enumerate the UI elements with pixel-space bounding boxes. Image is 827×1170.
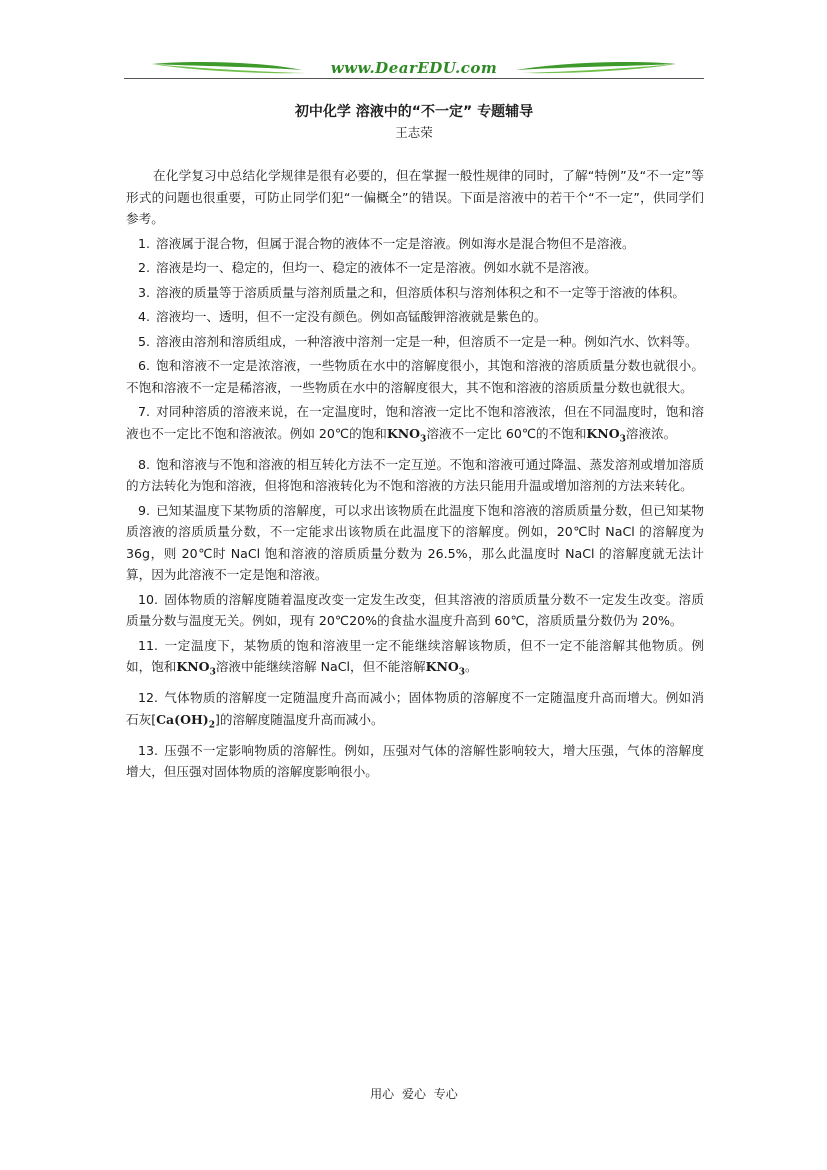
formula-main: Ca(OH) <box>156 711 209 727</box>
item-number: 1. <box>138 235 151 251</box>
item-number: 10. <box>138 591 159 607</box>
formula-subscript: 2 <box>208 720 215 730</box>
item-number: 5. <box>138 333 151 349</box>
header-divider <box>124 78 704 79</box>
list-item <box>126 500 704 586</box>
list-item <box>126 687 704 737</box>
item-number: 8. <box>138 456 151 472</box>
list-item <box>126 740 704 783</box>
item-number: 2. <box>138 260 151 275</box>
formula-kno3 <box>586 425 626 444</box>
item-text: 。 <box>465 659 478 674</box>
item-text: 已知某温度下某物质的溶解度，可以求出该物质在此温度下饱和溶液的溶质质量分数，但已知某物质溶液的溶质质量分数，不一定能求出该物质在此温度下的溶解度。例如，20℃时 NaCl 的溶解度为 36g，则 20℃时 NaCl 饱和溶液的溶质质量分数为 26.5%，那么此温度时 NaCl 的溶解度就无法计算，因为此溶液不一定是饱和溶液。 <box>126 502 704 582</box>
item-number: 9. <box>138 502 151 518</box>
item-text: 溶液中能继续溶解 NaCl，但不能溶解 <box>215 659 426 674</box>
item-text: 溶液均一、透明，但不一定没有颜色。例如高锰酸钾溶液就是紫色的。 <box>156 309 547 324</box>
list-item <box>126 401 704 451</box>
intro-paragraph: 在化学复习中总结化学规律是很有必要的，但在掌握一般性规律的同时，了解“特例”及“不一定”等形式的问题也很重要，可防止同学们犯“一偏概全”的错误。下面是溶液中的若干个“不一定”，供同学们参考。 <box>126 168 704 226</box>
formula-subscript: 3 <box>209 667 216 678</box>
formula-main: KNO <box>176 659 210 674</box>
list-item <box>126 257 704 279</box>
item-text: 饱和溶液与不饱和溶液的相互转化方法不一定互逆。不饱和溶液可通过降温、蒸发溶剂或增加溶质的方法转化为饱和溶液，但将饱和溶液转化为不饱和溶液的方法只能用升温或增加溶剂的方法来转化。 <box>126 456 704 493</box>
item-text: 溶液不一定比 60℃的不饱和 <box>426 425 587 441</box>
item-number: 12. <box>138 690 159 705</box>
item-number: 3. <box>138 284 151 300</box>
item-text: 固体物质的溶解度随着温度改变一定发生改变，但其溶液的溶质质量分数不一定发生改变。溶质质量分数与温度无关。例如，现有 20℃20%的食盐水温度升高到 60℃，溶质质量分数仍为 20%。 <box>126 591 704 628</box>
formula-main: KNO <box>386 425 421 441</box>
page-title: 初中化学 溶液中的“不一定” 专题辅导 <box>294 104 534 120</box>
item-text: 溶液由溶剂和溶质组成，一种溶液中溶剂一定是一种，但溶质不一定是一种。例如汽水、饮料等。 <box>156 333 698 349</box>
item-text: 溶液浓。 <box>625 425 677 441</box>
page-footer: 用心 爱心 专心 <box>370 1087 458 1101</box>
formula-kno3 <box>176 659 216 678</box>
item-text: 一定温度下，某物质的饱和溶液里一定不能继续溶解该物质，但不一定不能溶解其他物质。例如，饱和 <box>126 637 704 674</box>
item-text: ]的溶解度随温度升高而减小。 <box>214 711 384 727</box>
item-number: 6. <box>138 358 151 373</box>
item-number: 4. <box>138 309 151 324</box>
item-text: 压强不一定影响物质的溶解性。例如，压强对气体的溶解性影响较大，增大压强，气体的溶解度增大，但压强对固体物质的溶解度影响很小。 <box>126 742 704 779</box>
formula-kno3 <box>386 425 427 444</box>
site-logo-text: www.DearEDU.com <box>330 59 498 77</box>
item-text: 饱和溶液不一定是浓溶液，一些物质在水中的溶解度很小，其饱和溶液的溶质质量分数也就很小。不饱和溶液不一定是稀溶液，一些物质在水中的溶解度很大，其不饱和溶液的溶质质量分数也就很大。 <box>126 358 704 395</box>
item-text: 溶液是均一、稳定的，但均一、稳定的液体不一定是溶液。例如水就不是溶液。 <box>156 260 597 275</box>
item-number: 11. <box>138 637 159 653</box>
item-text: 溶液属于混合物，但属于混合物的液体不一定是溶液。例如海水是混合物但不是溶液。 <box>156 235 635 251</box>
formula-subscript: 3 <box>458 667 466 678</box>
list-item <box>126 589 704 632</box>
item-number: 13. <box>138 742 159 758</box>
site-header-banner <box>124 58 704 80</box>
formula-subscript: 3 <box>619 434 626 444</box>
list-item <box>126 306 704 328</box>
formula-subscript: 3 <box>420 434 427 444</box>
author-name: 王志荣 <box>395 125 433 140</box>
formula-main: KNO <box>425 659 459 674</box>
item-number: 7. <box>138 404 151 419</box>
list-item <box>126 282 704 304</box>
list-item <box>126 454 704 497</box>
list-item <box>126 635 704 685</box>
list-item <box>126 355 704 398</box>
item-text: 气体物质的溶解度一定随温度升高而减小；固体物质的溶解度不一定随温度升高而增大。例如消石灰[ <box>126 690 704 727</box>
formula-caoh2 <box>156 711 215 730</box>
formula-main: KNO <box>586 425 620 441</box>
list-item <box>126 233 704 255</box>
item-text: 溶液的质量等于溶质质量与溶剂质量之和，但溶质体积与溶剂体积之和不一定等于溶液的体积。 <box>156 284 685 300</box>
formula-kno3 <box>425 659 466 678</box>
item-text: 对同种溶质的溶液来说，在一定温度时，饱和溶液一定比不饱和溶液浓，但在不同温度时，饱和溶液也不一定比不饱和溶液浓。例如 20℃的饱和 <box>126 404 704 441</box>
list-item <box>126 331 704 353</box>
article-body <box>126 165 704 783</box>
